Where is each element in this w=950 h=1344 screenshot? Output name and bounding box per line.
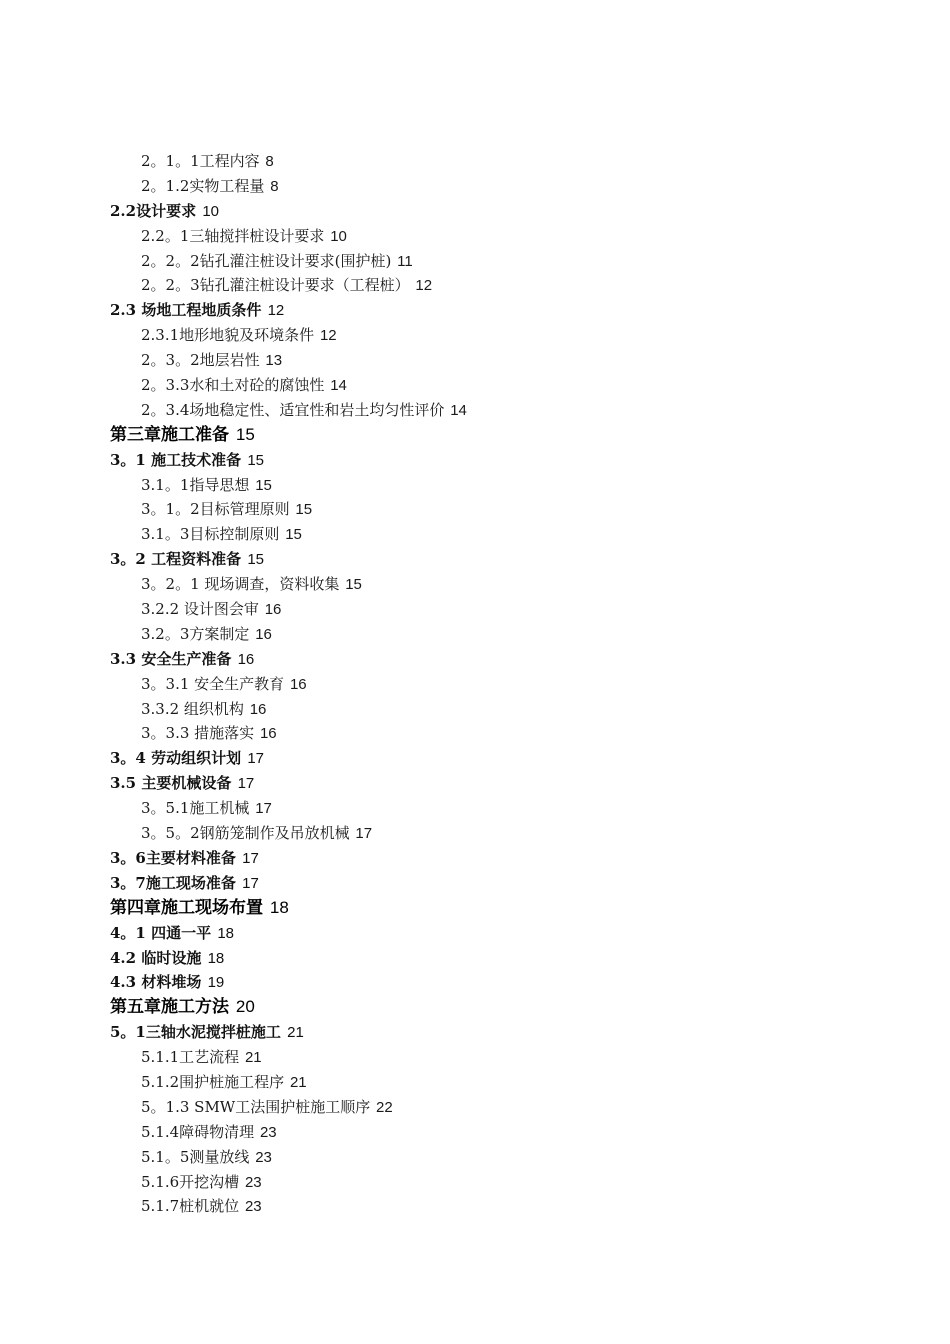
toc-section-entry[interactable] xyxy=(0,871,950,896)
toc-entry-page-number: 16 xyxy=(237,650,255,668)
toc-entry-page-number: 16 xyxy=(259,725,277,743)
toc-section-entry[interactable] xyxy=(0,1020,950,1045)
toc-entry-page-number: 17 xyxy=(237,775,255,793)
toc-entry-page-number: 17 xyxy=(355,825,373,843)
toc-entry-page-number: 8 xyxy=(270,177,279,195)
toc-section-entry[interactable] xyxy=(0,199,950,224)
toc-entry-title: 第四章施工现场布置 xyxy=(110,897,263,918)
toc-entry-page-number: 15 xyxy=(285,526,302,544)
toc-section-entry[interactable] xyxy=(0,448,950,473)
toc-section-entry[interactable] xyxy=(0,946,950,971)
toc-entry-page-number: 16 xyxy=(249,700,267,718)
toc-entry-page-number: 17 xyxy=(247,750,265,768)
toc-entry-title: 5.1.7桩机就位 xyxy=(141,1197,240,1216)
toc-entry-page-number: 15 xyxy=(235,424,255,444)
toc-subsection-entry[interactable] xyxy=(0,522,950,547)
toc-entry-page-number: 22 xyxy=(376,1098,393,1116)
toc-entry-page-number: 19 xyxy=(207,974,225,992)
toc-chapter-entry[interactable] xyxy=(0,423,950,448)
toc-entry-page-number: 14 xyxy=(330,377,347,395)
toc-section-entry[interactable] xyxy=(0,298,950,323)
toc-subsection-entry[interactable] xyxy=(0,796,950,821)
toc-subsection-entry[interactable] xyxy=(0,821,950,846)
toc-entry-page-number: 21 xyxy=(289,1073,307,1091)
toc-entry-title: 3.2.2 设计图会审 xyxy=(141,600,259,619)
toc-subsection-entry[interactable] xyxy=(0,249,950,274)
toc-entry-title: 3。2 工程资料准备 xyxy=(110,550,242,569)
toc-entry-title: 2。1.2实物工程量 xyxy=(141,176,265,195)
toc-section-entry[interactable] xyxy=(0,771,950,796)
toc-subsection-entry[interactable] xyxy=(0,697,950,722)
toc-entry-page-number: 23 xyxy=(244,1173,262,1191)
toc-entry-page-number: 16 xyxy=(289,675,307,693)
toc-entry-title: 2.3.1地形地貌及环境条件 xyxy=(141,326,315,345)
toc-entry-page-number: 15 xyxy=(247,551,265,569)
toc-entry-title: 第三章施工准备 xyxy=(110,424,229,445)
toc-entry-title: 2.2。1三轴搅拌桩设计要求 xyxy=(141,226,325,245)
toc-section-entry[interactable] xyxy=(0,846,950,871)
toc-entry-title: 3。4 劳动组织计划 xyxy=(110,749,242,768)
toc-subsection-entry[interactable] xyxy=(0,1045,950,1070)
toc-entry-title: 4.3 材料堆场 xyxy=(110,973,202,992)
toc-entry-title: 3。5。2钢筋笼制作及吊放机械 xyxy=(141,824,350,843)
toc-subsection-entry[interactable] xyxy=(0,597,950,622)
toc-entry-title: 3。5.1施工机械 xyxy=(141,799,250,818)
toc-subsection-entry[interactable] xyxy=(0,572,950,597)
toc-entry-page-number: 10 xyxy=(202,202,220,220)
toc-subsection-entry[interactable] xyxy=(0,373,950,398)
toc-entry-page-number: 15 xyxy=(247,451,265,469)
toc-section-entry[interactable] xyxy=(0,970,950,995)
toc-entry-title: 2。3。2地层岩性 xyxy=(141,351,260,370)
toc-entry-title: 第五章施工方法 xyxy=(110,997,229,1018)
toc-entry-page-number: 20 xyxy=(235,997,255,1017)
toc-entry-title: 2。3.4场地稳定性、适宜性和岩土均匀性评价 xyxy=(141,400,445,419)
toc-subsection-entry[interactable] xyxy=(0,1170,950,1195)
toc-entry-title: 3.3.2 组织机构 xyxy=(141,699,244,718)
toc-entry-page-number: 15 xyxy=(255,476,272,494)
toc-entry-page-number: 10 xyxy=(330,227,347,245)
toc-entry-page-number: 17 xyxy=(242,874,259,892)
toc-subsection-entry[interactable] xyxy=(0,497,950,522)
toc-subsection-entry[interactable] xyxy=(0,273,950,298)
toc-entry-title: 3.1。1指导思想 xyxy=(141,475,250,494)
toc-entry-page-number: 15 xyxy=(345,576,362,594)
toc-entry-page-number: 23 xyxy=(259,1123,277,1141)
toc-entry-page-number: 14 xyxy=(450,401,467,419)
toc-entry-title: 3。1 施工技术准备 xyxy=(110,450,242,469)
toc-entry-title: 5.1.4障碍物清理 xyxy=(141,1122,255,1141)
toc-entry-page-number: 21 xyxy=(287,1024,304,1042)
toc-chapter-entry[interactable] xyxy=(0,995,950,1020)
toc-entry-page-number: 23 xyxy=(255,1148,272,1166)
toc-entry-page-number: 18 xyxy=(269,897,289,917)
toc-entry-page-number: 15 xyxy=(295,501,313,519)
toc-entry-title: 3.1。3目标控制原则 xyxy=(141,525,280,544)
toc-section-entry[interactable] xyxy=(0,647,950,672)
toc-subsection-entry[interactable] xyxy=(0,398,950,423)
toc-subsection-entry[interactable] xyxy=(0,1070,950,1095)
toc-entry-page-number: 16 xyxy=(255,625,272,643)
toc-entry-title: 3。2。1 现场调查，资料收集 xyxy=(141,575,340,594)
toc-entry-page-number: 23 xyxy=(244,1198,262,1216)
toc-entry-title: 2。2。3钻孔灌注桩设计要求（工程桩） xyxy=(141,276,410,295)
toc-entry-title: 5.1.2围护桩施工程序 xyxy=(141,1072,285,1091)
toc-entry-title: 3。7施工现场准备 xyxy=(110,873,236,892)
toc-subsection-entry[interactable] xyxy=(0,323,950,348)
toc-entry-title: 3。3.1 安全生产教育 xyxy=(141,674,285,693)
toc-entry-title: 2.3 场地工程地质条件 xyxy=(110,301,262,320)
toc-chapter-entry[interactable] xyxy=(0,896,950,921)
toc-entry-title: 5.1.6开挖沟槽 xyxy=(141,1172,240,1191)
toc-subsection-entry[interactable] xyxy=(0,174,950,199)
toc-entry-title: 2。2。2钻孔灌注桩设计要求(围护桩) xyxy=(141,251,392,270)
toc-entry-page-number: 21 xyxy=(244,1049,262,1067)
toc-entry-title: 3。3.3 措施落实 xyxy=(141,724,255,743)
toc-entry-title: 2.2设计要求 xyxy=(110,201,197,220)
toc-entry-title: 5.1。5测量放线 xyxy=(141,1147,250,1166)
toc-entry-page-number: 17 xyxy=(242,849,259,867)
toc-subsection-entry[interactable] xyxy=(0,473,950,498)
toc-entry-page-number: 11 xyxy=(397,252,413,270)
toc-subsection-entry[interactable] xyxy=(0,1194,950,1219)
toc-entry-page-number: 18 xyxy=(207,949,225,967)
toc-section-entry[interactable] xyxy=(0,921,950,946)
toc-subsection-entry[interactable] xyxy=(0,1145,950,1170)
toc-entry-title: 3。1。2目标管理原则 xyxy=(141,500,290,519)
toc-entry-title: 3.5 主要机械设备 xyxy=(110,774,232,793)
toc-subsection-entry[interactable] xyxy=(0,622,950,647)
toc-entry-title: 4。1 四通一平 xyxy=(110,923,212,942)
toc-entry-title: 3.2。3方案制定 xyxy=(141,624,250,643)
toc-entry-page-number: 18 xyxy=(217,924,235,942)
toc-subsection-entry[interactable] xyxy=(0,721,950,746)
toc-entry-title: 3.3 安全生产准备 xyxy=(110,649,232,668)
toc-entry-page-number: 13 xyxy=(265,352,283,370)
toc-entry-title: 5。1.3 SMW工法围护桩施工顺序 xyxy=(141,1097,371,1116)
table-of-contents xyxy=(0,149,950,1219)
toc-entry-page-number: 12 xyxy=(415,277,433,295)
toc-section-entry[interactable] xyxy=(0,547,950,572)
toc-entry-title: 3。6主要材料准备 xyxy=(110,848,236,867)
toc-section-entry[interactable] xyxy=(0,746,950,771)
toc-subsection-entry[interactable] xyxy=(0,672,950,697)
toc-subsection-entry[interactable] xyxy=(0,1120,950,1145)
toc-entry-page-number: 12 xyxy=(267,302,285,320)
toc-entry-page-number: 17 xyxy=(255,800,272,818)
toc-subsection-entry[interactable] xyxy=(0,1095,950,1120)
toc-entry-title: 2。1。1工程内容 xyxy=(141,152,260,170)
toc-entry-title: 5。1三轴水泥搅拌桩施工 xyxy=(110,1023,281,1042)
toc-entry-page-number: 8 xyxy=(265,153,274,170)
toc-entry-title: 5.1.1工艺流程 xyxy=(141,1048,240,1067)
toc-entry-title: 4.2 临时设施 xyxy=(110,948,202,967)
toc-subsection-entry[interactable] xyxy=(0,149,950,174)
toc-entry-page-number: 16 xyxy=(264,601,282,619)
toc-subsection-entry[interactable] xyxy=(0,348,950,373)
toc-subsection-entry[interactable] xyxy=(0,224,950,249)
toc-entry-page-number: 12 xyxy=(319,327,337,345)
toc-entry-title: 2。3.3水和土对砼的腐蚀性 xyxy=(141,376,325,395)
